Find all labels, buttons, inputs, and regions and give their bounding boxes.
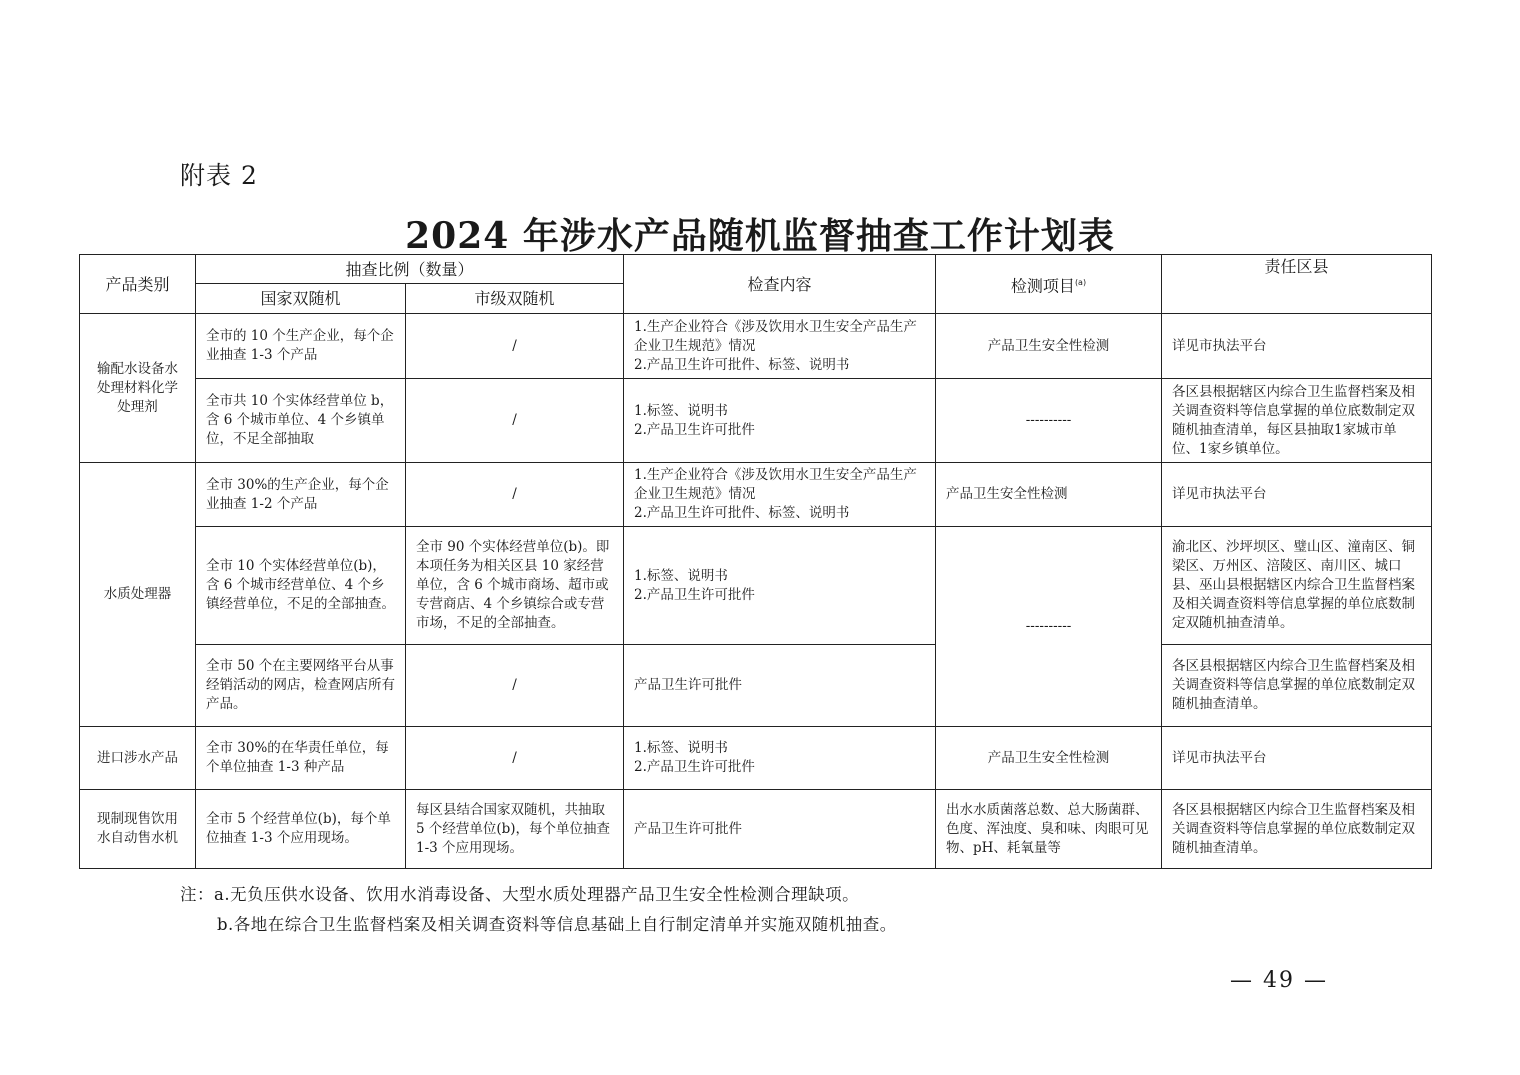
district-cell: 各区县根据辖区内综合卫生监督档案及相关调查资料等信息掌握的单位底数制定双随机抽查清单，每区县抽取1家城市单位、1家乡镇单位。 bbox=[1162, 379, 1432, 463]
test-cell: 产品卫生安全性检测 bbox=[936, 727, 1162, 790]
header-content: 检查内容 bbox=[624, 255, 936, 314]
city-cell: 每区县结合国家双随机，共抽取 5 个经营单位(b)，每个单位抽查 1-3 个应用现场。 bbox=[406, 790, 624, 869]
table-row bbox=[80, 314, 1432, 379]
table-row bbox=[80, 527, 1432, 645]
test-cell: 出水水质菌落总数、总大肠菌群、色度、浑浊度、臭和味、肉眼可见物、pH、耗氧量等 bbox=[936, 790, 1162, 869]
header-test-items-label: 检测项目 bbox=[1010, 276, 1075, 296]
category-cell: 进口涉水产品 bbox=[80, 727, 196, 790]
note-a: 注：a.无负压供水设备、饮用水消毒设备、大型水质处理器产品卫生安全性检测合理缺项。 bbox=[180, 885, 860, 904]
city-cell: / bbox=[406, 727, 624, 790]
district-cell: 详见市执法平台 bbox=[1162, 314, 1432, 379]
national-cell: 全市共 10 个实体经营单位 b，含 6 个城市单位、4 个乡镇单位，不足全部抽取 bbox=[196, 379, 406, 463]
page-number: — 49 — bbox=[1230, 968, 1328, 993]
national-cell: 全市 50 个在主要网络平台从事经销活动的网店，检查网店所有产品。 bbox=[196, 645, 406, 727]
city-cell: 全市 90 个实体经营单位(b)。即本项任务为相关区县 10 家经营单位，含 6 个城市商场、超市或专营商店、4 个乡镇综合或专营市场，不足的全部抽查。 bbox=[406, 527, 624, 645]
city-cell: / bbox=[406, 645, 624, 727]
test-cell: ---------- bbox=[936, 379, 1162, 463]
test-cell: 产品卫生安全性检测 bbox=[936, 463, 1162, 527]
note-b: b.各地在综合卫生监督档案及相关调查资料等信息基础上自行制定清单并实施双随机抽查。 bbox=[217, 915, 897, 934]
attachment-label: 附表 2 bbox=[180, 161, 258, 190]
table-row bbox=[80, 790, 1432, 869]
header-category: 产品类别 bbox=[80, 255, 196, 314]
table-row bbox=[80, 379, 1432, 463]
district-cell: 各区县根据辖区内综合卫生监督档案及相关调查资料等信息掌握的单位底数制定双随机抽查清单。 bbox=[1162, 790, 1432, 869]
test-cell: 产品卫生安全性检测 bbox=[936, 314, 1162, 379]
district-cell: 渝北区、沙坪坝区、璧山区、潼南区、铜梁区、万州区、涪陵区、南川区、城口县、巫山县根据辖区内综合卫生监督档案及相关调查资料等信息掌握的单位底数制定双随机抽查清单。 bbox=[1162, 527, 1432, 645]
header-row bbox=[80, 255, 1432, 284]
header-national: 国家双随机 bbox=[196, 284, 406, 314]
national-cell: 全市 5 个经营单位(b)，每个单位抽查 1-3 个应用现场。 bbox=[196, 790, 406, 869]
header-city: 市级双随机 bbox=[406, 284, 624, 314]
city-cell: / bbox=[406, 314, 624, 379]
notes bbox=[180, 880, 897, 940]
content-cell: 1.标签、说明书 2.产品卫生许可批件 bbox=[624, 527, 936, 645]
national-cell: 全市 10 个实体经营单位(b)，含 6 个城市经营单位、4 个乡镇经营单位，不足的全部抽查。 bbox=[196, 527, 406, 645]
content-cell: 1.标签、说明书 2.产品卫生许可批件 bbox=[624, 727, 936, 790]
national-cell: 全市 30%的在华责任单位，每个单位抽查 1-3 种产品 bbox=[196, 727, 406, 790]
content-cell: 产品卫生许可批件 bbox=[624, 790, 936, 869]
city-cell: / bbox=[406, 379, 624, 463]
table-row bbox=[80, 463, 1432, 527]
table-row bbox=[80, 727, 1432, 790]
header-test-items-note: (a) bbox=[1074, 277, 1087, 287]
city-cell: / bbox=[406, 463, 624, 527]
national-cell: 全市的 10 个生产企业，每个企业抽查 1-3 个产品 bbox=[196, 314, 406, 379]
national-cell: 全市 30%的生产企业，每个企业抽查 1-2 个产品 bbox=[196, 463, 406, 527]
category-cell: 输配水设备水处理材料化学处理剂 bbox=[80, 314, 196, 463]
table-row bbox=[80, 645, 1432, 727]
district-cell: 详见市执法平台 bbox=[1162, 727, 1432, 790]
page-title: 2024 年涉水产品随机监督抽查工作计划表 bbox=[405, 215, 1115, 257]
test-cell: ---------- bbox=[936, 527, 1162, 727]
header-test-items bbox=[936, 255, 1162, 314]
header-district: 责任区县 bbox=[1162, 255, 1432, 314]
category-cell: 现制现售饮用水自动售水机 bbox=[80, 790, 196, 869]
district-cell: 各区县根据辖区内综合卫生监督档案及相关调查资料等信息掌握的单位底数制定双随机抽查清单。 bbox=[1162, 645, 1432, 727]
content-cell: 产品卫生许可批件 bbox=[624, 645, 936, 727]
district-cell: 详见市执法平台 bbox=[1162, 463, 1432, 527]
content-cell: 1.标签、说明书 2.产品卫生许可批件 bbox=[624, 379, 936, 463]
content-cell: 1.生产企业符合《涉及饮用水卫生安全产品生产企业卫生规范》情况 2.产品卫生许可批件、标签、说明书 bbox=[624, 314, 936, 379]
plan-table bbox=[79, 254, 1432, 869]
content-cell: 1.生产企业符合《涉及饮用水卫生安全产品生产企业卫生规范》情况 2.产品卫生许可批件、标签、说明书 bbox=[624, 463, 936, 527]
header-ratio: 抽查比例（数量） bbox=[196, 255, 624, 284]
category-cell: 水质处理器 bbox=[80, 463, 196, 727]
